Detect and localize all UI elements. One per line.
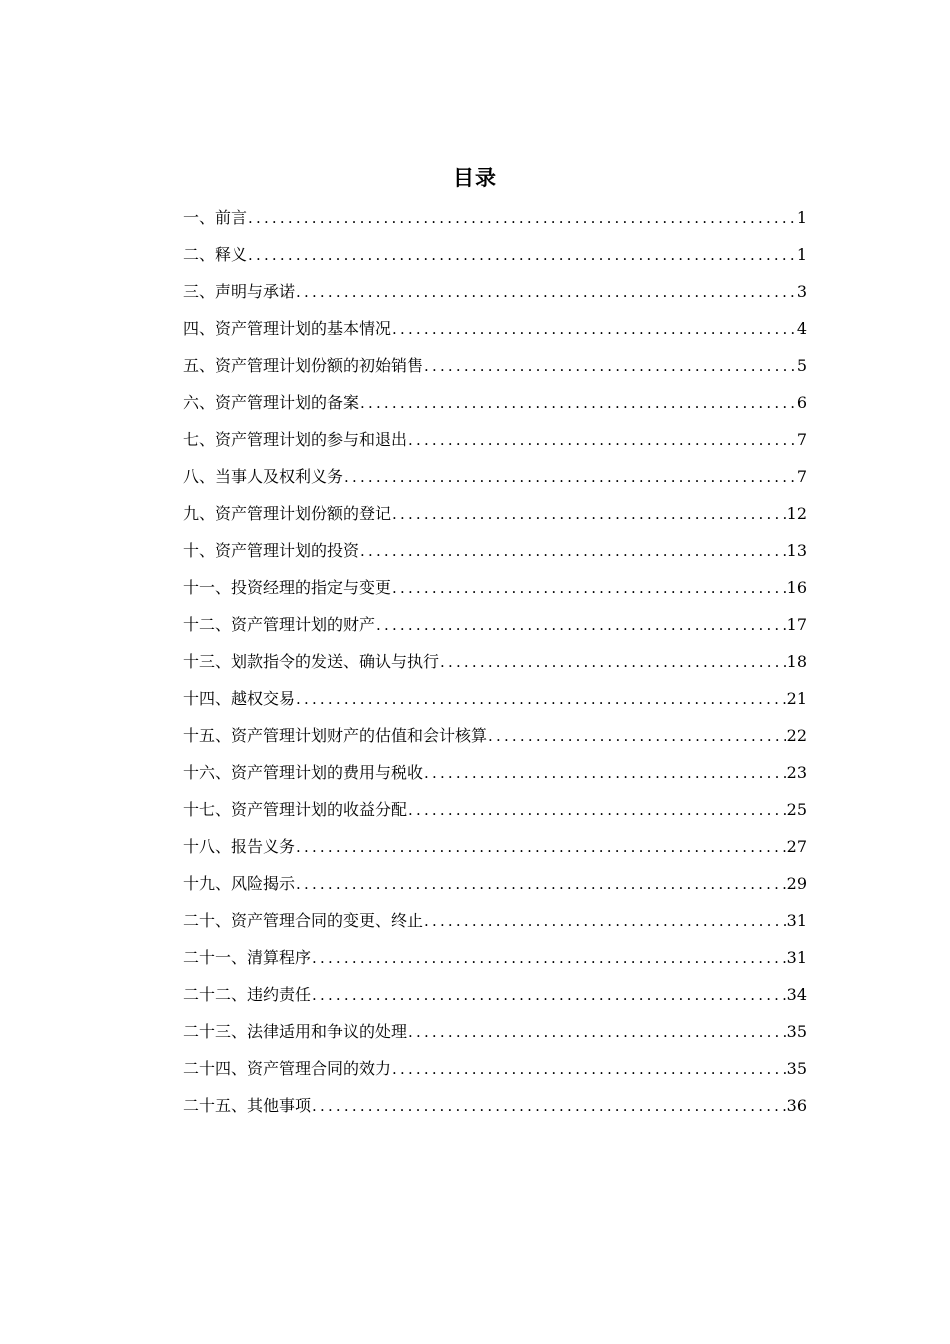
toc-entry-label: 八、当事人及权利义务 xyxy=(183,467,344,486)
toc-entry[interactable] xyxy=(183,425,807,462)
toc-dot-leader xyxy=(392,314,796,344)
toc-entry-label: 三、声明与承诺 xyxy=(183,282,296,301)
toc-entry-label: 十、资产管理计划的投资 xyxy=(183,541,360,560)
toc-entry-page: 3 xyxy=(796,282,807,301)
toc-entry-label: 一、前言 xyxy=(183,208,248,227)
toc-entry-page: 18 xyxy=(786,652,807,671)
toc-entry-label: 二、释义 xyxy=(183,245,248,264)
toc-list xyxy=(183,203,807,1128)
toc-entry-page: 35 xyxy=(786,1059,807,1078)
toc-entry-label: 二十三、法律适用和争议的处理 xyxy=(183,1022,408,1041)
toc-dot-leader xyxy=(248,240,796,270)
toc-entry-label: 二十一、清算程序 xyxy=(183,948,312,967)
toc-entry[interactable] xyxy=(183,980,807,1017)
toc-entry-label: 十八、报告义务 xyxy=(183,837,296,856)
toc-entry-label: 二十五、其他事项 xyxy=(183,1096,312,1115)
toc-entry[interactable] xyxy=(183,499,807,536)
toc-entry-page: 36 xyxy=(786,1096,807,1115)
toc-entry[interactable] xyxy=(183,1017,807,1054)
toc-entry-label: 十七、资产管理计划的收益分配 xyxy=(183,800,408,819)
toc-entry[interactable] xyxy=(183,684,807,721)
toc-entry-page: 1 xyxy=(796,208,807,227)
toc-entry[interactable] xyxy=(183,1054,807,1091)
toc-entry-page: 7 xyxy=(796,467,807,486)
toc-entry-page: 1 xyxy=(796,245,807,264)
toc-dot-leader xyxy=(392,499,786,529)
toc-entry[interactable] xyxy=(183,314,807,351)
toc-entry[interactable] xyxy=(183,277,807,314)
toc-dot-leader xyxy=(296,832,786,862)
toc-dot-leader xyxy=(424,351,796,381)
toc-dot-leader xyxy=(312,943,786,973)
toc-entry-page: 4 xyxy=(796,319,807,338)
toc-entry-label: 二十四、资产管理合同的效力 xyxy=(183,1059,392,1078)
toc-entry[interactable] xyxy=(183,388,807,425)
toc-entry[interactable] xyxy=(183,351,807,388)
toc-entry-label: 九、资产管理计划份额的登记 xyxy=(183,504,392,523)
toc-entry-page: 25 xyxy=(786,800,807,819)
toc-entry[interactable] xyxy=(183,832,807,869)
toc-entry-page: 6 xyxy=(796,393,807,412)
toc-dot-leader xyxy=(408,425,796,455)
toc-entry[interactable] xyxy=(183,721,807,758)
toc-dot-leader xyxy=(424,758,786,788)
toc-entry-page: 31 xyxy=(786,911,807,930)
toc-entry-label: 十九、风险揭示 xyxy=(183,874,296,893)
toc-entry[interactable] xyxy=(183,573,807,610)
toc-dot-leader xyxy=(248,203,796,233)
toc-entry-page: 21 xyxy=(786,689,807,708)
toc-dot-leader xyxy=(344,462,796,492)
toc-entry-label: 十六、资产管理计划的费用与税收 xyxy=(183,763,424,782)
toc-entry[interactable] xyxy=(183,647,807,684)
toc-entry-label: 十二、资产管理计划的财产 xyxy=(183,615,376,634)
toc-entry[interactable] xyxy=(183,536,807,573)
toc-dot-leader xyxy=(296,277,796,307)
toc-entry-page: 34 xyxy=(786,985,807,1004)
toc-entry-page: 22 xyxy=(786,726,807,745)
toc-entry-page: 7 xyxy=(796,430,807,449)
toc-entry[interactable] xyxy=(183,943,807,980)
toc-dot-leader xyxy=(440,647,786,677)
toc-entry-label: 十一、投资经理的指定与变更 xyxy=(183,578,392,597)
toc-entry-page: 23 xyxy=(786,763,807,782)
toc-entry-page: 29 xyxy=(786,874,807,893)
toc-entry-label: 十四、越权交易 xyxy=(183,689,296,708)
toc-dot-leader xyxy=(312,980,786,1010)
toc-entry[interactable] xyxy=(183,462,807,499)
toc-dot-leader xyxy=(408,795,786,825)
toc-dot-leader xyxy=(312,1091,786,1121)
toc-entry[interactable] xyxy=(183,1091,807,1128)
toc-dot-leader xyxy=(488,721,786,751)
toc-dot-leader xyxy=(392,573,786,603)
toc-entry[interactable] xyxy=(183,610,807,647)
toc-entry-page: 17 xyxy=(786,615,807,634)
toc-entry[interactable] xyxy=(183,758,807,795)
toc-entry-label: 五、资产管理计划份额的初始销售 xyxy=(183,356,424,375)
toc-dot-leader xyxy=(424,906,786,936)
toc-dot-leader xyxy=(392,1054,786,1084)
toc-dot-leader xyxy=(376,610,786,640)
toc-dot-leader xyxy=(296,869,786,899)
toc-entry-page: 13 xyxy=(786,541,807,560)
toc-dot-leader xyxy=(360,536,786,566)
toc-entry-label: 二十二、违约责任 xyxy=(183,985,312,1004)
toc-entry-page: 35 xyxy=(786,1022,807,1041)
toc-entry-page: 27 xyxy=(786,837,807,856)
toc-entry-page: 12 xyxy=(786,504,807,523)
toc-entry-label: 七、资产管理计划的参与和退出 xyxy=(183,430,408,449)
toc-dot-leader xyxy=(296,684,786,714)
toc-entry[interactable] xyxy=(183,240,807,277)
toc-entry-label: 六、资产管理计划的备案 xyxy=(183,393,360,412)
toc-entry[interactable] xyxy=(183,869,807,906)
toc-entry-label: 二十、资产管理合同的变更、终止 xyxy=(183,911,424,930)
toc-entry[interactable] xyxy=(183,203,807,240)
toc-entry[interactable] xyxy=(183,795,807,832)
toc-entry-label: 十三、划款指令的发送、确认与执行 xyxy=(183,652,440,671)
toc-entry-label: 四、资产管理计划的基本情况 xyxy=(183,319,392,338)
toc-entry-page: 5 xyxy=(796,356,807,375)
toc-title: 目录 xyxy=(453,166,497,190)
toc-entry-label: 十五、资产管理计划财产的估值和会计核算 xyxy=(183,726,488,745)
toc-entry-page: 16 xyxy=(786,578,807,597)
toc-dot-leader xyxy=(360,388,796,418)
toc-entry[interactable] xyxy=(183,906,807,943)
toc-dot-leader xyxy=(408,1017,786,1047)
toc-entry-page: 31 xyxy=(786,948,807,967)
